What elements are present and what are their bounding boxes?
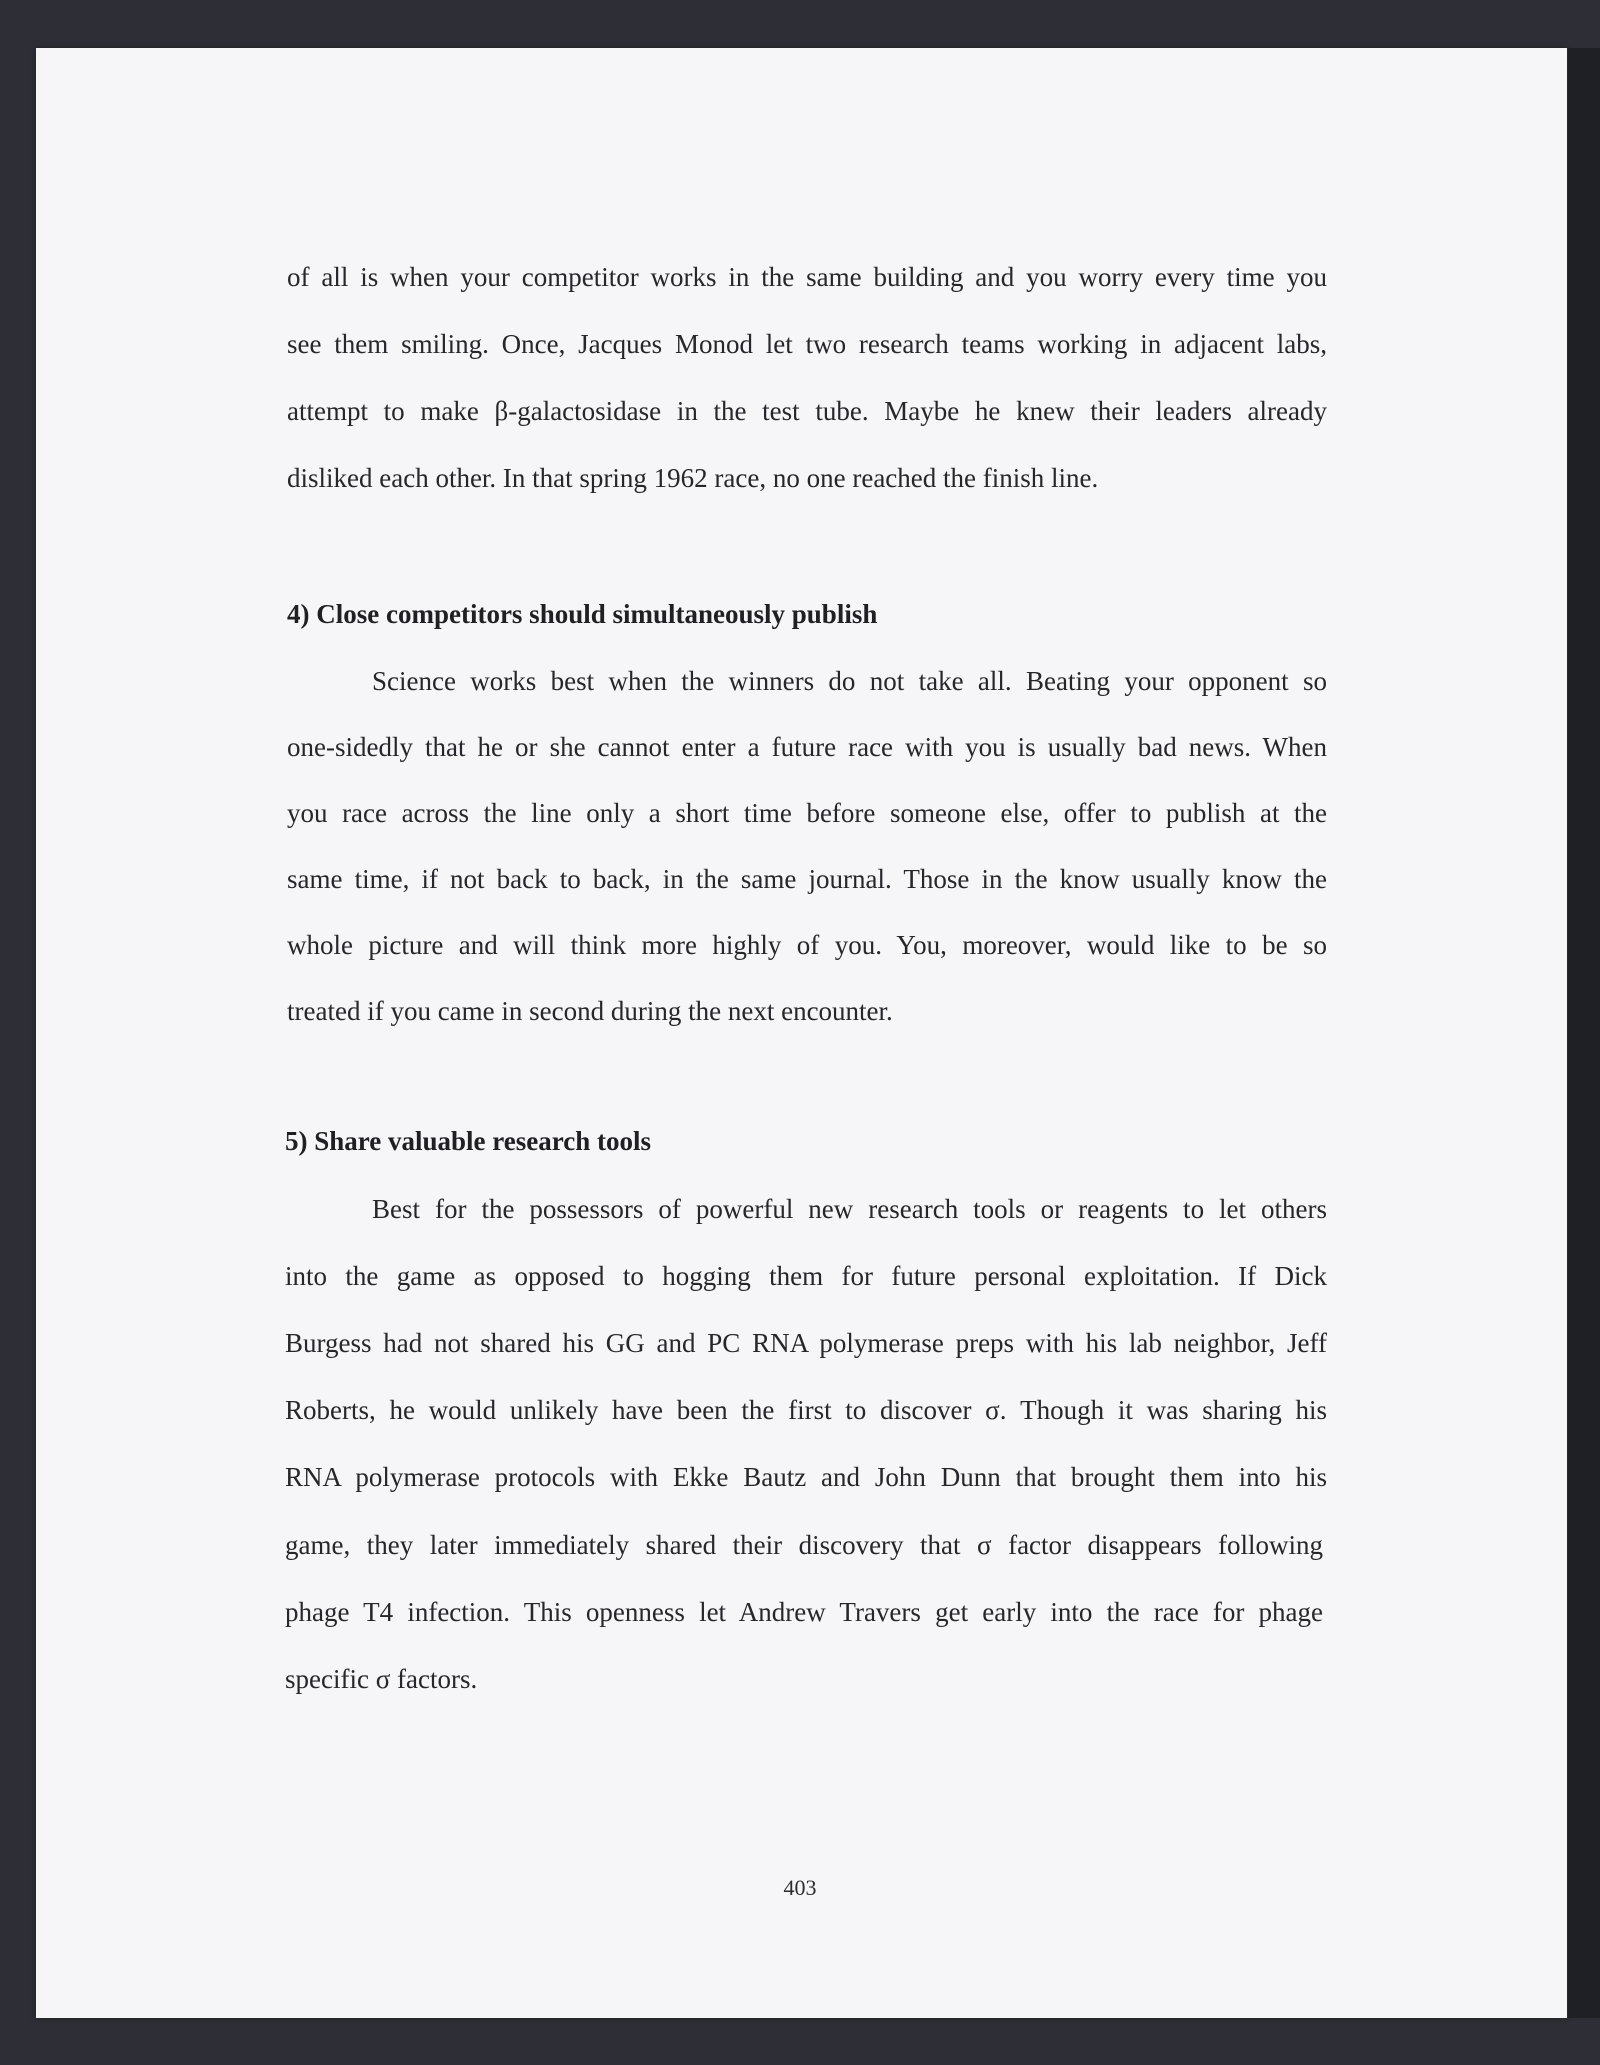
section-5-line-4: Roberts, he would unlikely have been the first to discover σ. Though it was sharing his [285, 1395, 1327, 1425]
section-5-line-6: game, they later immediately shared their discovery that σ factor disappears following [285, 1530, 1323, 1560]
intro-line-2: see them smiling. Once, Jacques Monod let two research teams working in adjacent labs, [287, 329, 1327, 359]
section-5-line-5: RNA polymerase protocols with Ekke Bautz and John Dunn that brought them into his [285, 1462, 1327, 1492]
page-edge-shadow [1568, 48, 1600, 2018]
section-5-heading: 5) Share valuable research tools [285, 1126, 651, 1156]
section-4-line-4: same time, if not back to back, in the same journal. Those in the know usually know the [287, 864, 1327, 894]
section-4-line-2: one-sidedly that he or she cannot enter a future race with you is usually bad news. When [287, 732, 1327, 762]
section-4-line-1: Science works best when the winners do not take all. Beating your opponent so [372, 666, 1327, 696]
page-number: 403 [783, 1875, 817, 1900]
intro-line-3: attempt to make β-galactosidase in the test tube. Maybe he knew their leaders already [287, 396, 1327, 426]
section-5-line-8: specific σ factors. [285, 1664, 478, 1694]
intro-line-1: of all is when your competitor works in the same building and you worry every time you [287, 262, 1327, 292]
section-5-line-2: into the game as opposed to hogging them for future personal exploitation. If Dick [285, 1261, 1327, 1291]
section-5-line-7: phage T4 infection. This openness let Andrew Travers get early into the race for phage [285, 1597, 1323, 1627]
section-5-line-1: Best for the possessors of powerful new research tools or reagents to let others [372, 1194, 1327, 1224]
section-4-line-5: whole picture and will think more highly of you. You, moreover, would like to be so [287, 930, 1327, 960]
section-5-line-3: Burgess had not shared his GG and PC RNA polymerase preps with his lab neighbor, Jeff [285, 1328, 1327, 1358]
section-4-line-6: treated if you came in second during the next encounter. [287, 996, 893, 1026]
intro-line-4: disliked each other. In that spring 1962 race, no one reached the finish line. [287, 463, 1099, 493]
section-4-heading: 4) Close competitors should simultaneously publish [287, 599, 878, 629]
section-4-line-3: you race across the line only a short time before someone else, offer to publish at the [287, 798, 1327, 828]
